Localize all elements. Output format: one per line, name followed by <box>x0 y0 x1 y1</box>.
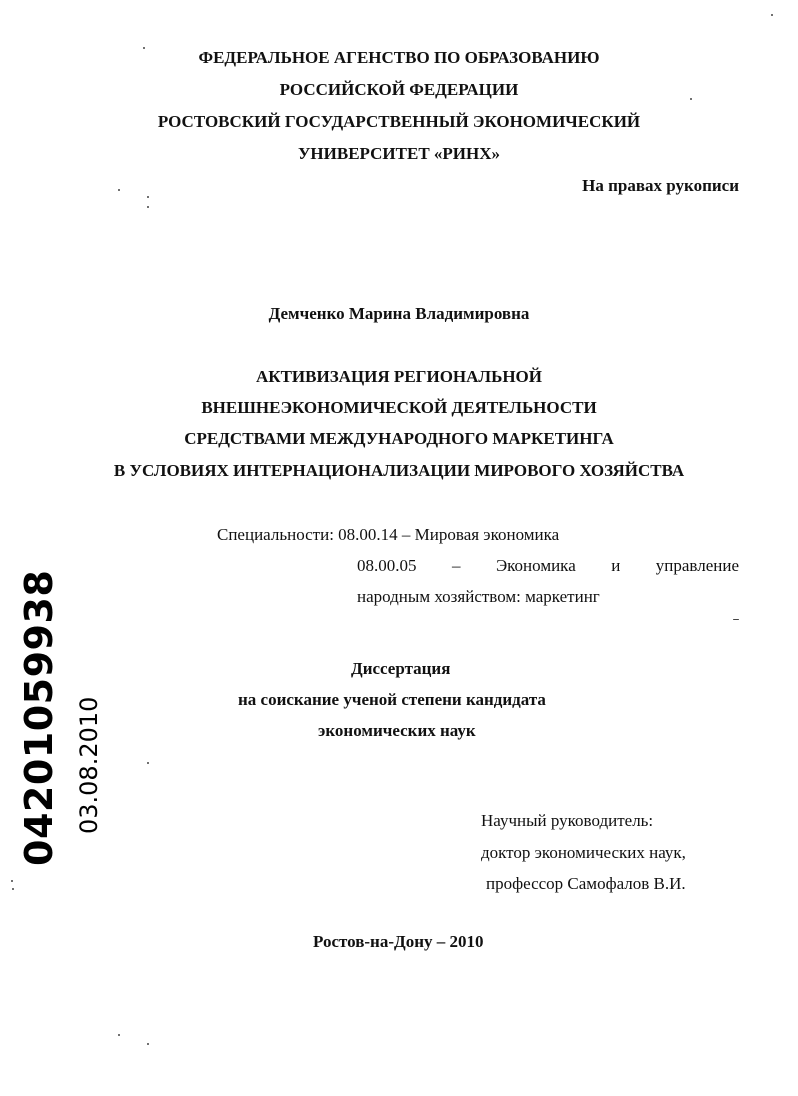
scan-speck <box>690 98 692 100</box>
scan-speck <box>143 47 145 49</box>
specialty-line3: народным хозяйством: маркетинг <box>357 587 600 606</box>
scan-speck <box>147 206 149 208</box>
title-line2: ВНЕШНЕЭКОНОМИЧЕСКОЙ ДЕЯТЕЛЬНОСТИ <box>201 398 597 417</box>
scan-speck <box>11 880 13 882</box>
science-field: экономических наук <box>318 721 476 740</box>
agency-name-line2: РОССИЙСКОЙ ФЕДЕРАЦИИ <box>279 80 519 99</box>
degree-line: на соискание ученой степени кандидата <box>238 690 546 709</box>
library-stamp-number: 04201059938 <box>17 569 61 866</box>
specialty-code: 08.00.05 <box>357 556 417 575</box>
agency-name-line1: ФЕДЕРАЛЬНОЕ АГЕНСТВО ПО ОБРАЗОВАНИЮ <box>198 48 600 67</box>
library-stamp-date: 03.08.2010 <box>75 696 103 834</box>
university-name-line1: РОСТОВСКИЙ ГОСУДАРСТВЕННЫЙ ЭКОНОМИЧЕСКИЙ <box>157 112 641 131</box>
scan-speck <box>147 762 149 764</box>
supervisor-name: профессор Самофалов В.И. <box>486 874 686 893</box>
city-year: Ростов-на-Дону – 2010 <box>313 932 484 951</box>
title-line3: СРЕДСТВАМИ МЕЖДУНАРОДНОГО МАРКЕТИНГА <box>184 429 614 448</box>
dissertation-label: Диссертация <box>351 659 451 678</box>
university-name-line2: УНИВЕРСИТЕТ «РИНХ» <box>297 144 501 163</box>
specialty-line2 <box>357 555 739 577</box>
scan-speck <box>118 1034 120 1036</box>
specialty-word2: и <box>611 556 621 575</box>
specialty-word3: управление <box>655 556 739 575</box>
scan-speck <box>771 14 773 16</box>
supervisor-degree: доктор экономических наук, <box>481 843 686 862</box>
scan-speck <box>147 1043 149 1045</box>
rights-note: На правах рукописи <box>582 176 739 195</box>
title-line1: АКТИВИЗАЦИЯ РЕГИОНАЛЬНОЙ <box>255 367 542 386</box>
specialty-word1: Экономика <box>495 556 576 575</box>
author-name: Демченко Марина Владимировна <box>268 304 530 323</box>
supervisor-label: Научный руководитель: <box>481 811 654 830</box>
scan-speck <box>147 196 149 198</box>
scan-speck <box>12 888 14 890</box>
specialty-line1: Специальности: 08.00.14 – Мировая экономика <box>217 525 560 544</box>
scan-speck <box>733 619 739 620</box>
specialty-dash: – <box>451 556 461 575</box>
title-line4: В УСЛОВИЯХ ИНТЕРНАЦИОНАЛИЗАЦИИ МИРОВОГО ХОЗЯЙСТВА <box>113 461 685 480</box>
scan-speck <box>118 189 120 191</box>
